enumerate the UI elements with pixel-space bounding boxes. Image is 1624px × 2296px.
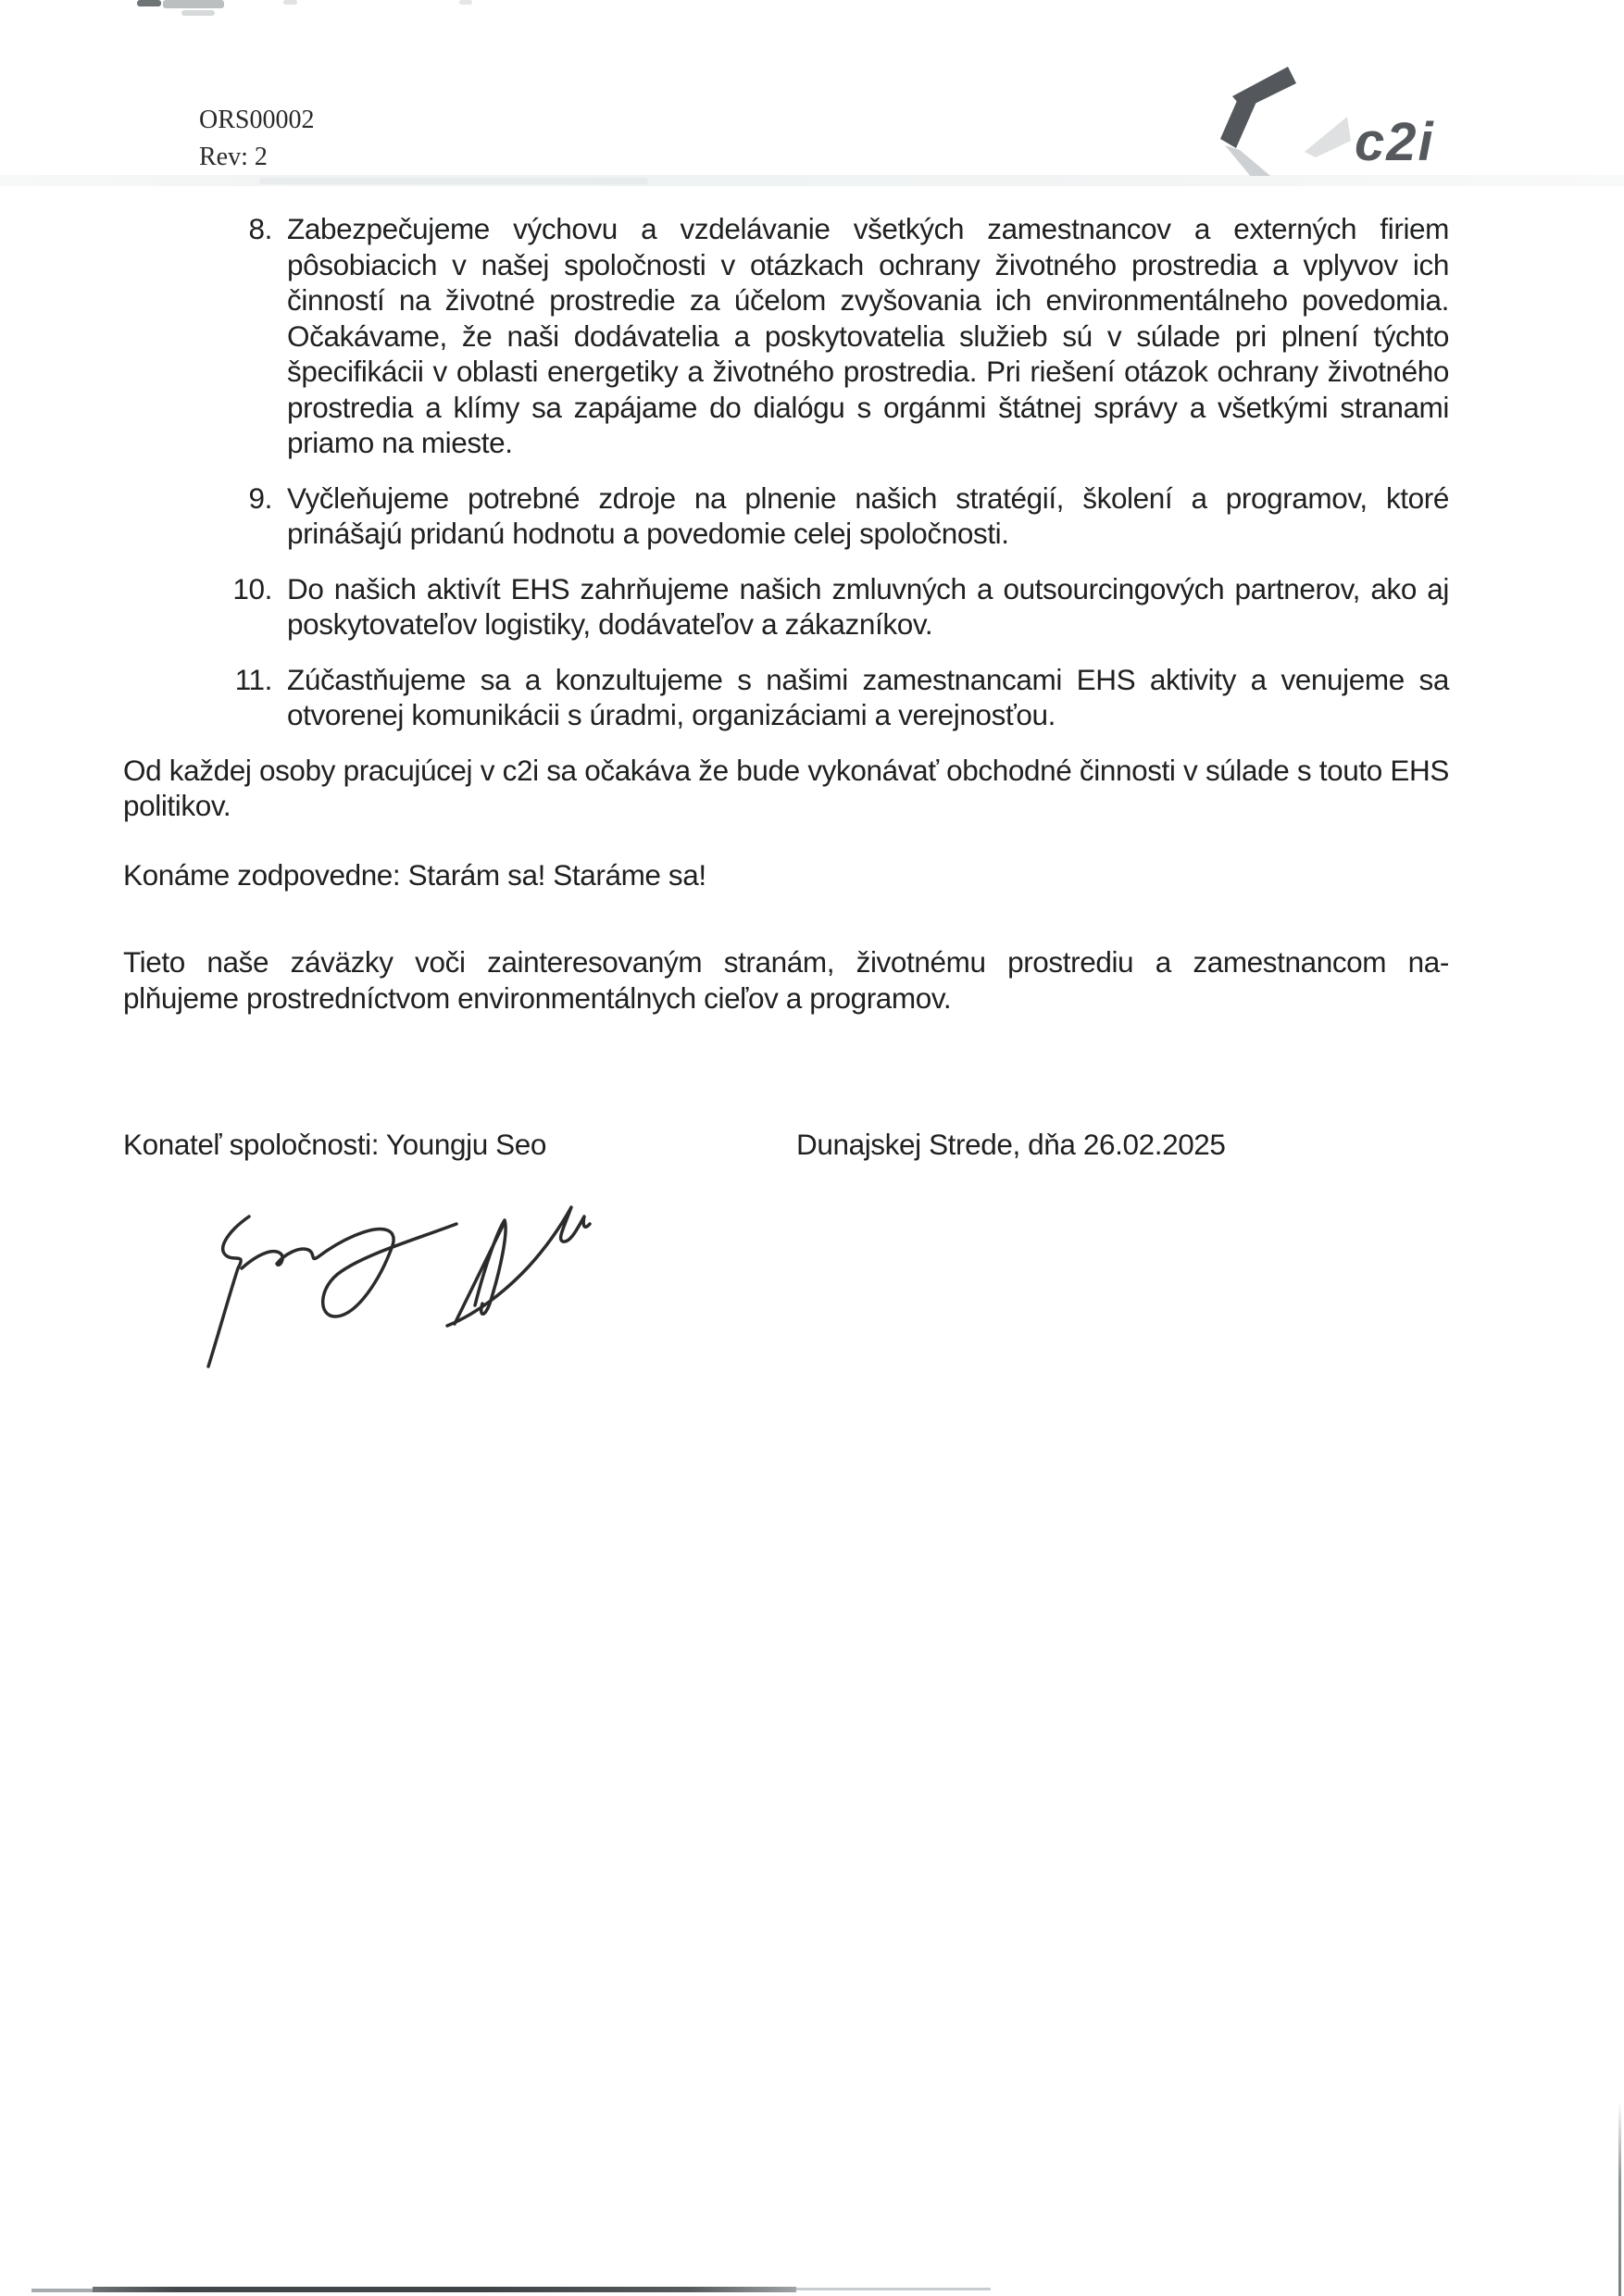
svg-text:c2i: c2i	[1355, 112, 1435, 172]
scan-artifact-edge-line	[1618, 2102, 1621, 2296]
scan-artifact	[137, 0, 161, 6]
paragraph-expectation: Od každej osoby pracujúcej v c2i sa očakáva že bude vykonávať obchodné činnosti v súlade s touto EHS politikov.	[123, 753, 1449, 822]
document-number: ORS00002	[199, 106, 315, 134]
list-item-11	[123, 662, 1449, 733]
scan-artifact-band	[0, 175, 1624, 186]
c2i-logo-icon	[1208, 56, 1458, 176]
list-item-number: 9.	[248, 480, 272, 515]
paragraph-commitment-line1: Tieto naše záväzky voči zainteresovaným stranám, životnému prostrediu a zamestnancom na-	[123, 945, 1449, 979]
document-header	[199, 102, 314, 176]
document-body	[123, 211, 1449, 1391]
signer-name: Konateľ spoločnosti: Youngju Seo	[123, 1128, 547, 1161]
signature-row	[123, 1127, 1449, 1163]
scan-artifact	[181, 10, 215, 16]
list-item-8	[123, 211, 1449, 461]
place-and-date: Dunajskej Strede, dňa 26.02.2025	[796, 1128, 1226, 1161]
list-item-9	[123, 480, 1449, 552]
list-item-text: Vyčleňujeme potrebné zdroje na plnenie našich stratégií, školení a programov, ktoré prinášajú pridanú hodnotu a povedomie celej spoločnosti.	[287, 480, 1449, 550]
list-item-10	[123, 571, 1449, 643]
list-item-number: 11.	[234, 662, 272, 696]
paragraph-commitment	[123, 944, 1449, 1016]
scan-artifact-bottom-line	[93, 2287, 796, 2292]
paragraph-motto: Konáme zodpovedne: Starám sa! Staráme sa!	[123, 857, 706, 892]
paragraph-commitment-line2: plňujeme prostredníctvom environmentálnych cieľov a programov.	[123, 980, 952, 1015]
list-item-text: Zabezpečujeme výchovu a vzdelávanie všetkých zamestnancov a externých firiem pôsobiacich v našej spoločnosti v otázkach ochrany životného prostredia a vplyvov ich činností na životné prostredie za účelom zvyšovania ich environmentálneho povedomia. Očakávame, že naši dodávatelia a poskytovatelia služieb sú v súlade pri plnení týchto špecifikácii v oblasti energetiky a životného prostredia. Pri riešení otázok ochrany životného prostredia a klímy sa zapájame do dialógu s orgánmi štátnej správy a všetkými stranami priamo na mieste.	[287, 212, 1449, 459]
scan-artifact-bottom-line	[31, 2289, 93, 2292]
handwritten-signature	[177, 1168, 593, 1391]
scan-artifact	[459, 0, 472, 5]
scan-artifact	[163, 0, 224, 8]
scan-artifact	[283, 0, 297, 5]
list-item-number: 8.	[248, 212, 272, 245]
list-item-text: Do našich aktivít EHS zahrňujeme našich zmluvných a outsourcingových partnerov, ako aj poskytovateľov logistiky, dodávateľov a zákazníkov.	[287, 571, 1449, 641]
list-item-number: 10.	[232, 571, 272, 605]
list-item-text: Zúčastňujeme sa a konzultujeme s našimi zamestnancami EHS aktivity a venujeme sa otvorenej komunikácii s úradmi, organizáciami a verejnosťou.	[287, 662, 1449, 731]
company-logo	[1208, 56, 1458, 176]
scan-artifact-band	[259, 178, 648, 184]
scan-artifact-bottom-line	[796, 2288, 991, 2290]
document-revision: Rev: 2	[199, 143, 268, 171]
